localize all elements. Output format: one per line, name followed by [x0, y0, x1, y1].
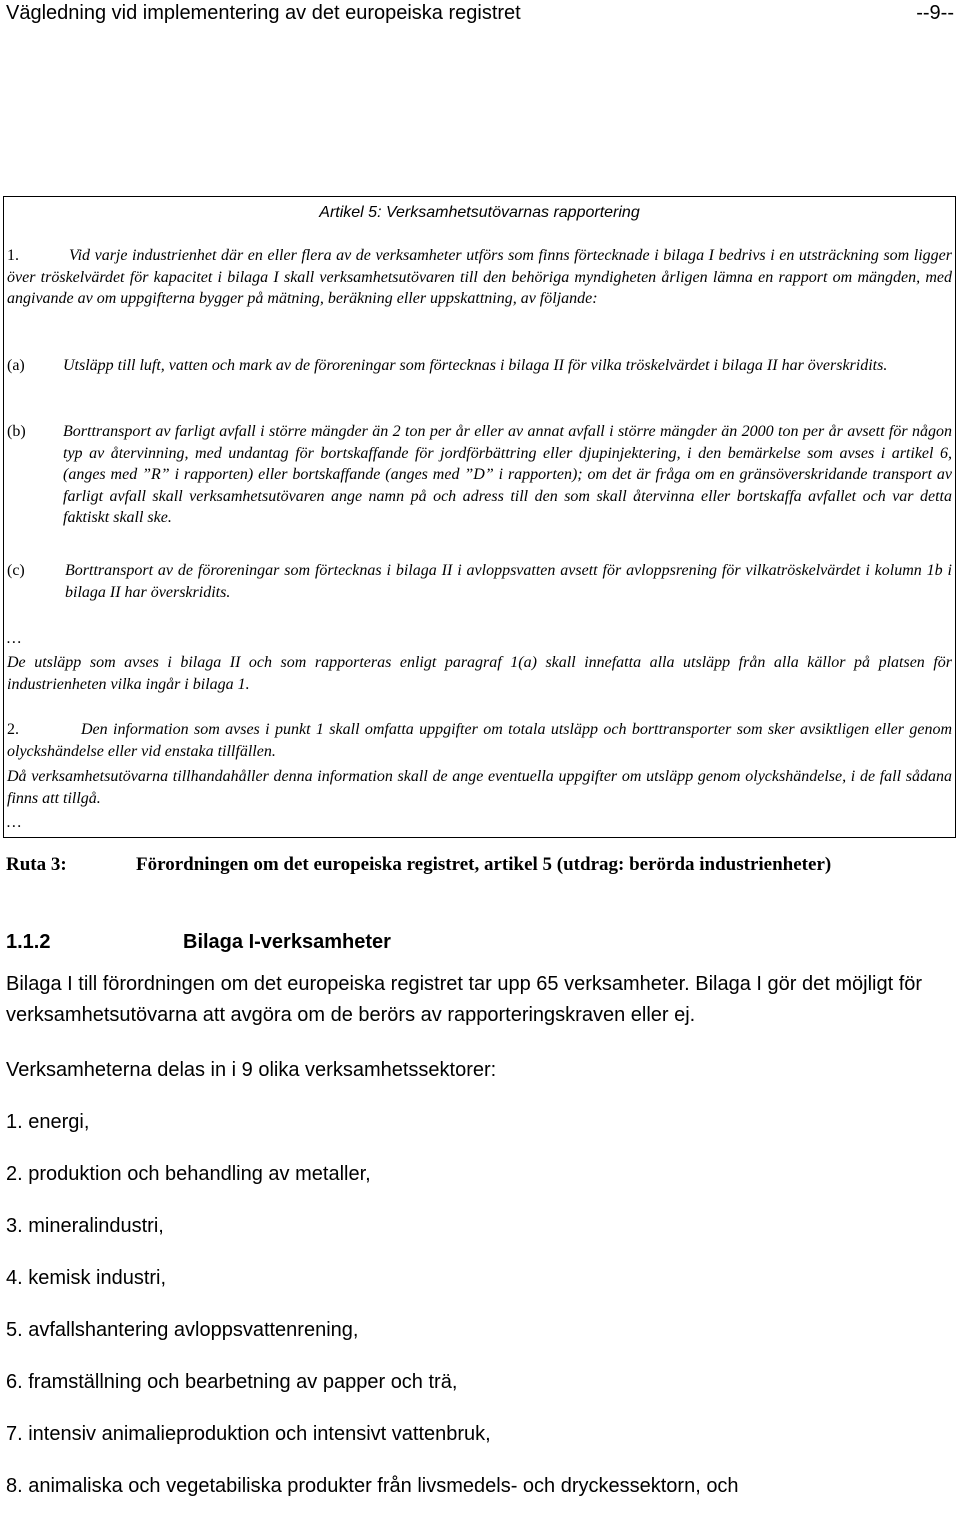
paragraph-3: Då verksamhetsutövarna tillhandahåller denna information skall de ange eventuella uppgifter om utsläpp genom olyckshändelse, i de fall sådana finns att tillgå.: [7, 768, 952, 807]
list-item: 8. animaliska och vegetabiliska produkter från livsmedels- och dryckessektorn, och: [6, 1475, 739, 1497]
list-item: 6. framställning och bearbetning av papper och trä,: [6, 1371, 458, 1393]
list-item-text: Borttransport av farligt avfall i större mängder än 2 ton per år eller av annat avfall i större mängder än 2000 ton per år avsett för någon typ av återvinning, med undantag för bortskaffande för jordförbättring eller djupinjektering, i den bemärkelse som avses i artikel 6, (anges med ”R” i rapporten) eller bortskaffande (anges med ”D” i rapporten); om det är fråga om en gränsöverskridande transport av farligt avfall skall verksamhetsutövaren ange namn på och adress till den som skall återvinna eller bortskaffa avfallet och var detta faktiskt skall ske.: [63, 423, 952, 526]
paragraph-2: [7, 719, 952, 762]
list-item: 2. produktion och behandling av metaller,: [6, 1163, 371, 1185]
section-title: Bilaga I-verksamheter: [183, 931, 391, 953]
list-item: 5. avfallshantering avloppsvattenrening,: [6, 1319, 359, 1341]
paragraph-1: [7, 245, 952, 310]
regulation-excerpt-box: [3, 196, 956, 838]
ellipsis: …: [7, 630, 22, 647]
paragraph-emissions: De utsläpp som avses i bilaga II och som rapporteras enligt paragraf 1(a) skall innefatta alla utsläpp från alla källor på platsen för industrienheten vilka ingår i bilaga 1.: [7, 654, 952, 693]
list-item: 3. mineralindustri,: [6, 1215, 164, 1237]
caption-label: Ruta 3:: [6, 854, 67, 875]
list-item-text: Borttransport av de föroreningar som förtecknas i bilaga II i avloppsvatten avsett för avloppsrening för vilkatröskelvärdet i kolumn 1b i bilaga II har överskridits.: [65, 562, 952, 601]
list-item: 1. energi,: [6, 1111, 90, 1133]
list-item-text: Utsläpp till luft, vatten och mark av de föroreningar som förtecknas i bilaga II för vilka tröskelvärdet i bilaga II har överskridits.: [63, 357, 888, 374]
page-number: --9--: [916, 2, 954, 24]
paragraph-1-text: Vid varje industrienhet där en eller flera av de verksamheter utförs som finns förtecknade i bilaga I bedrivs i en utsträckning som ligger över tröskelvärdet för kapacitet i bilaga I skall verksamhetsutövaren till den behöriga myndigheten årligen lämna en rapport om mängden, med angivande av om uppgifterna bygger på mätning, beräkning eller uppskattning, av följande:: [7, 247, 952, 307]
sector-list: [6, 1107, 954, 1523]
page-header: [6, 0, 954, 26]
paragraph-2-text: Den information som avses i punkt 1 skall omfatta uppgifter om totala utsläpp och borttransporter som sker avsiktligen eller genom olyckshändelse eller vid enstaka tillfällen.: [7, 721, 952, 760]
document-title: Vägledning vid implementering av det europeiska registret: [6, 2, 521, 24]
list-item-label: (c): [7, 562, 25, 579]
section-number: 1.1.2: [6, 931, 51, 953]
list-item: 4. kemisk industri,: [6, 1267, 167, 1289]
section-intro: Bilaga I till förordningen om det europeiska registret tar upp 65 verksamheter. Bilaga I gör det möjligt för verksamhetsutövarna att avgöra om de berörs av rapporteringskraven eller ej.: [6, 973, 923, 1026]
paragraph-2-number: 2.: [7, 721, 19, 738]
caption-text: Förordningen om det europeiska registret, artikel 5 (utdrag: berörda industrienheter): [136, 854, 832, 875]
list-item-label: (b): [7, 423, 26, 440]
list-item-label: (a): [7, 357, 25, 374]
paragraph-1-number: 1.: [7, 247, 19, 264]
sectors-intro: Verksamheterna delas in i 9 olika verksamhetssektorer:: [6, 1059, 497, 1081]
article-title: Artikel 5: Verksamhetsutövarnas rapportering: [319, 204, 640, 221]
ellipsis: …: [7, 814, 22, 831]
list-item: 7. intensiv animalieproduktion och intensivt vattenbruk,: [6, 1423, 491, 1445]
